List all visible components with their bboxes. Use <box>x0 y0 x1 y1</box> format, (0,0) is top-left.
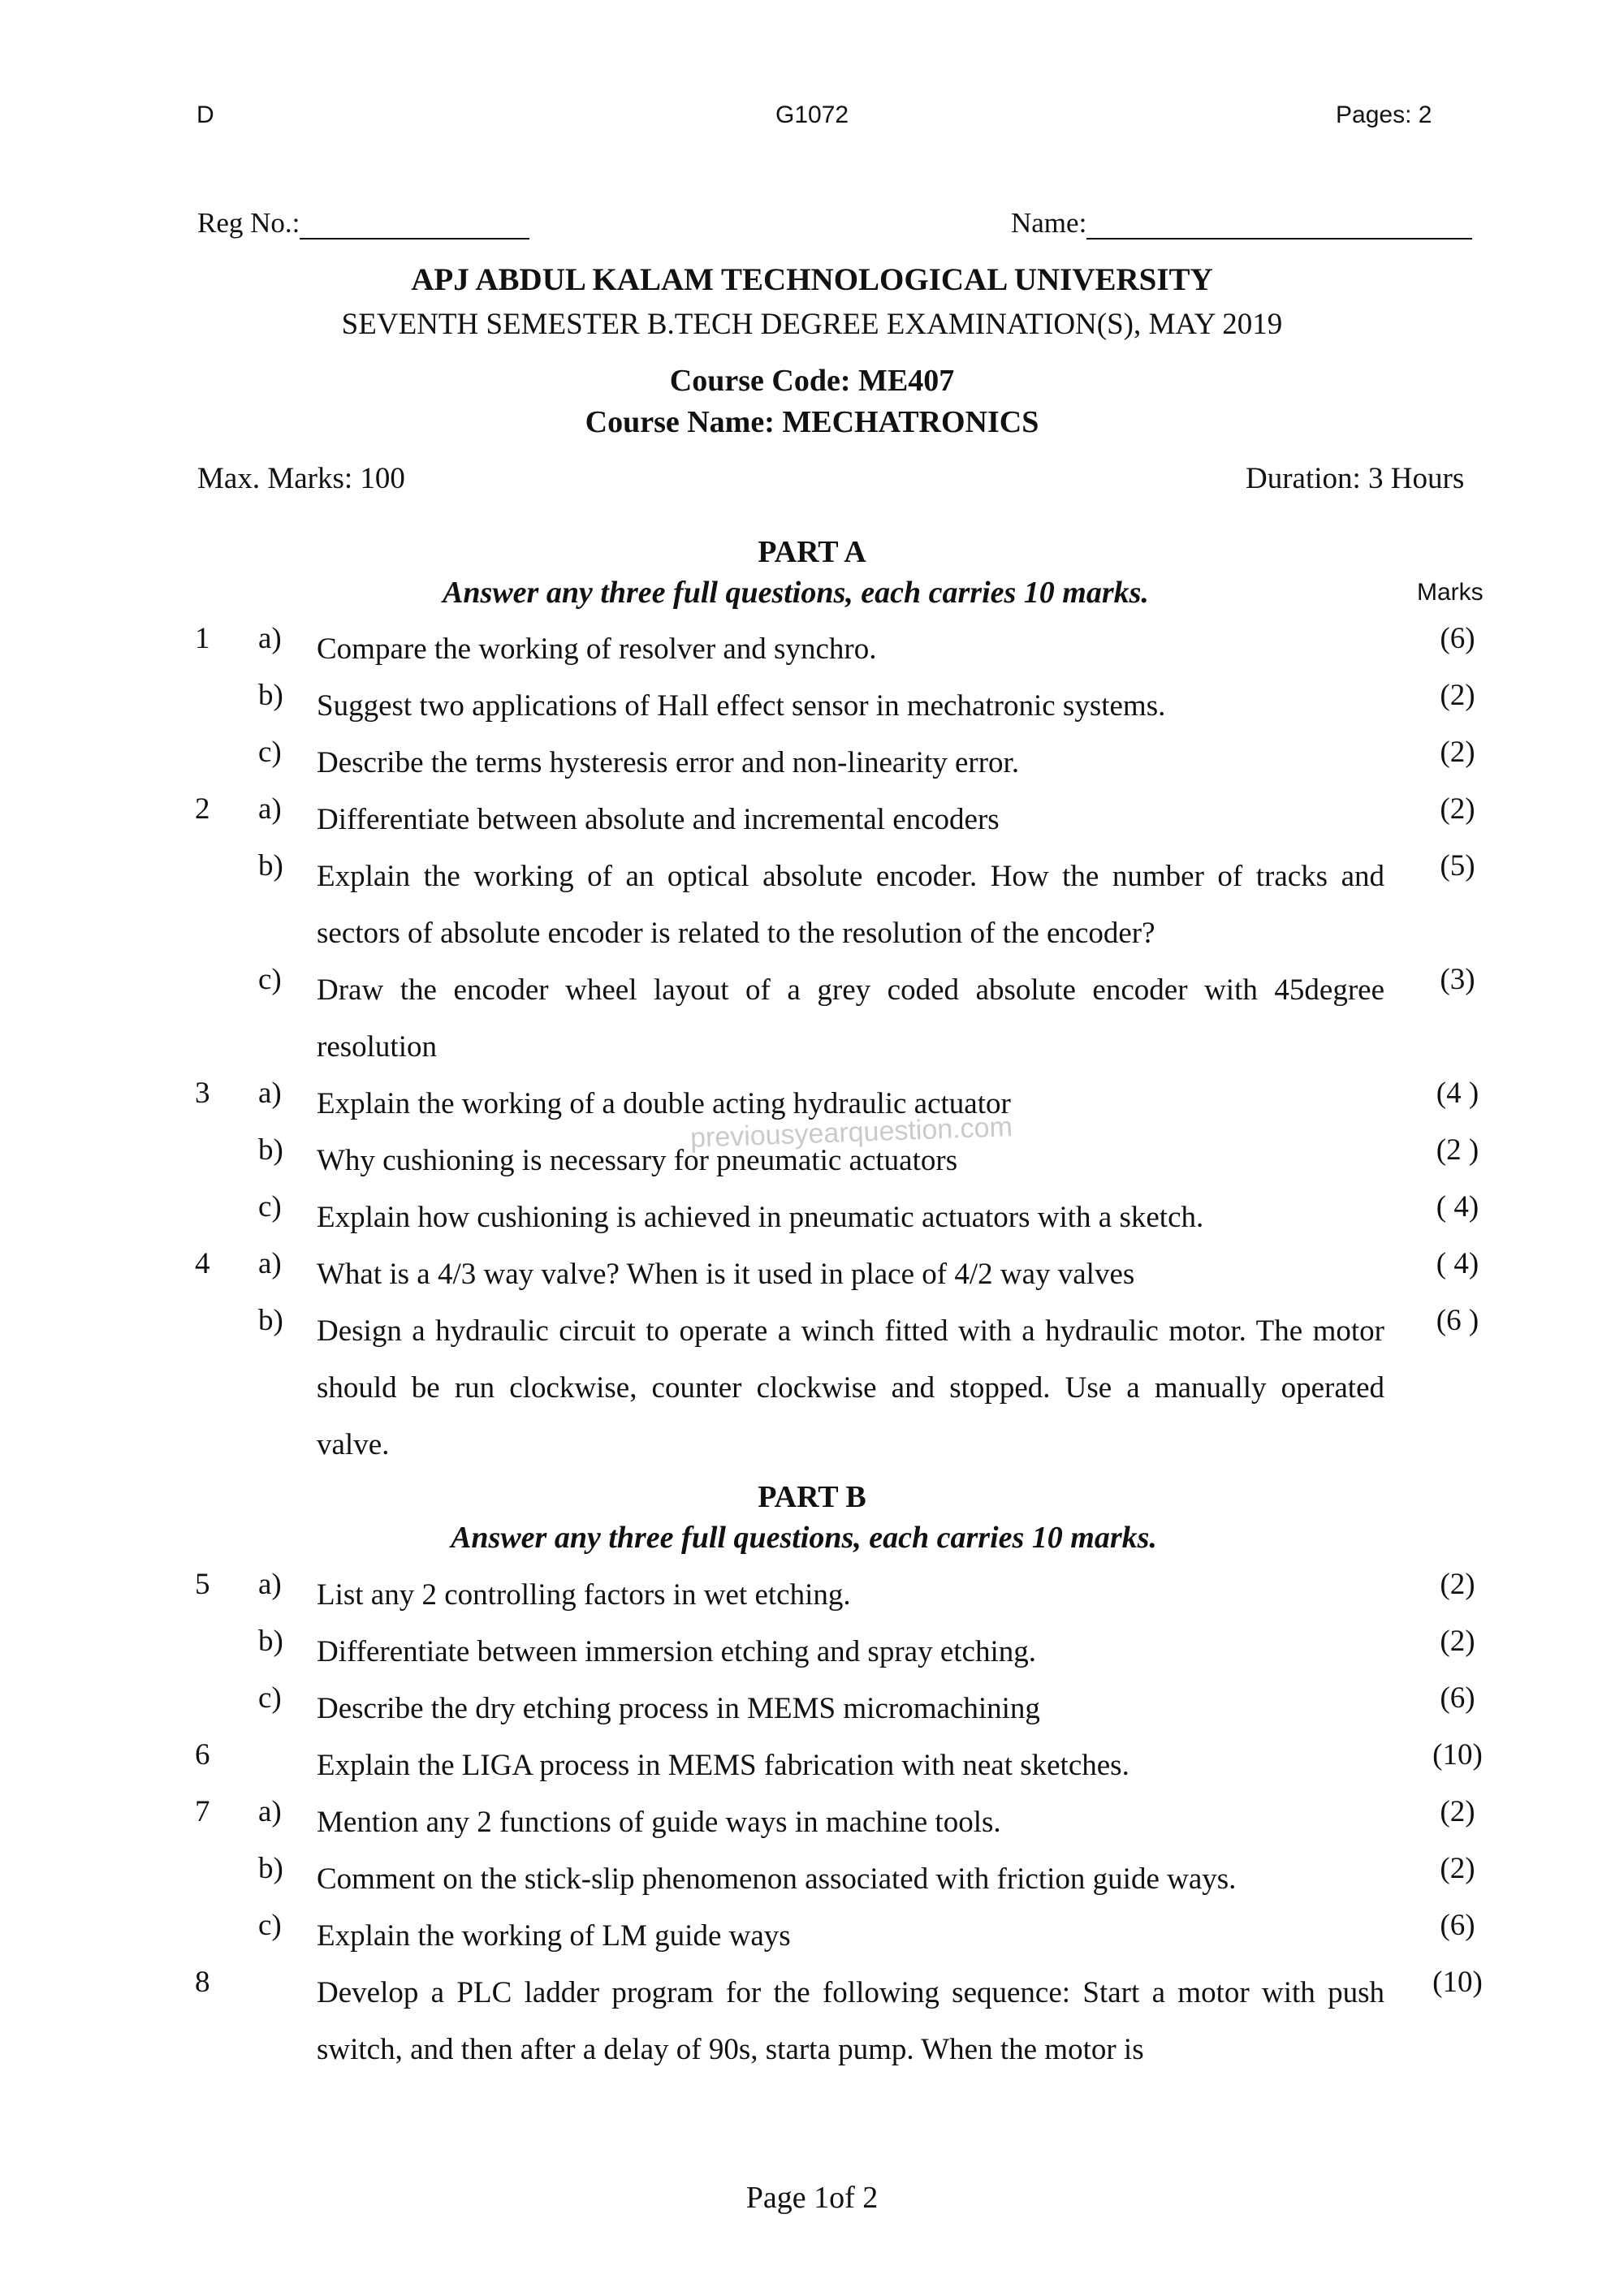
sub-question-label: a) <box>258 1568 282 1601</box>
question-text: List any 2 controlling factors in wet etching. <box>317 1578 851 1612</box>
duration: Duration: 3 Hours <box>1246 462 1465 495</box>
question-marks: (2 ) <box>1436 1133 1479 1167</box>
sub-question-label: c) <box>258 1681 282 1715</box>
question-marks: (10) <box>1432 1738 1483 1772</box>
question-marks: ( 4) <box>1436 1247 1479 1280</box>
question-marks: (2) <box>1440 1568 1475 1601</box>
question-number: 8 <box>195 1966 210 1999</box>
question-text: Describe the terms hysteresis error and non-linearity error. <box>317 746 1020 779</box>
question-marks: (6) <box>1440 1681 1475 1715</box>
question-text: Suggest two applications of Hall effect sensor in mechatronic systems. <box>317 689 1166 723</box>
sub-question-label: a) <box>258 1077 282 1110</box>
question-marks: (6) <box>1440 622 1475 655</box>
question-text: Develop a PLC ladder program for the following sequence: Start a motor with push switch, and then after a delay of 90s, starta pump. When the motor is <box>317 1976 1384 2066</box>
exam-title: SEVENTH SEMESTER B.TECH DEGREE EXAMINATION(S), MAY 2019 <box>341 308 1283 341</box>
sub-question-label: c) <box>258 1190 282 1224</box>
question-number: 3 <box>195 1077 210 1110</box>
sub-question-label: b) <box>258 849 283 883</box>
question-text: What is a 4/3 way valve? When is it used in place of 4/2 way valves <box>317 1258 1135 1291</box>
question-text: Differentiate between immersion etching and spray etching. <box>317 1635 1036 1668</box>
question-text: Explain the LIGA process in MEMS fabrication with neat sketches. <box>317 1749 1129 1782</box>
reg-no-label: Reg No.: <box>197 207 300 239</box>
question-number: 4 <box>195 1247 210 1280</box>
sub-question-label: c) <box>258 1909 282 1942</box>
paper-code: G1072 <box>775 101 849 128</box>
question-marks: (10) <box>1432 1966 1483 1999</box>
question-text: Design a hydraulic circuit to operate a winch fitted with a hydraulic motor. The motor should be run clockwise, counter clockwise and stopped. Use a manually operated valve. <box>317 1314 1384 1461</box>
sub-question-label: b) <box>258 1133 283 1167</box>
question-marks: (2) <box>1440 1795 1475 1828</box>
name-blank <box>1086 210 1472 240</box>
question-text: Describe the dry etching process in MEMS micromachining <box>317 1692 1040 1725</box>
sub-question-label: c) <box>258 736 282 769</box>
part-a-instruction: Answer any three full questions, each carries 10 marks. <box>443 576 1149 610</box>
sub-question-label: a) <box>258 792 282 826</box>
sub-question-label: b) <box>258 1625 283 1658</box>
name-field <box>1011 207 1472 240</box>
question-number: 7 <box>195 1795 210 1828</box>
question-marks: (6 ) <box>1436 1304 1479 1337</box>
part-b-heading: PART B <box>758 1480 866 1514</box>
question-text: Explain the working of a double acting hydraulic actuator <box>317 1087 1011 1120</box>
question-number: 5 <box>195 1568 210 1601</box>
sub-question-label: a) <box>258 1795 282 1828</box>
question-marks: (4 ) <box>1436 1077 1479 1110</box>
paper-set: D <box>197 101 214 128</box>
question-marks: (2) <box>1440 679 1475 712</box>
question-marks: (6) <box>1440 1909 1475 1942</box>
question-text: Compare the working of resolver and synchro. <box>317 632 877 666</box>
course-name: Course Name: MECHATRONICS <box>585 405 1039 439</box>
question-marks: (2) <box>1440 1625 1475 1658</box>
part-a-heading: PART A <box>758 535 866 569</box>
question-text: Draw the encoder wheel layout of a grey coded absolute encoder with 45degree resolution <box>317 973 1384 1064</box>
reg-no-field <box>197 207 529 240</box>
page-footer: Page 1of 2 <box>745 2181 879 2215</box>
question-text: Comment on the stick-slip phenomenon associated with friction guide ways. <box>317 1862 1237 1896</box>
watermark: previousyearquestion.com <box>689 1111 1013 1154</box>
sub-question-label: a) <box>258 1247 282 1280</box>
question-marks: (2) <box>1440 792 1475 826</box>
marks-column-label: Marks <box>1417 579 1484 606</box>
question-text: Explain how cushioning is achieved in pneumatic actuators with a sketch. <box>317 1201 1204 1234</box>
sub-question-label: c) <box>258 963 282 996</box>
question-text: Why cushioning is necessary for pneumatic actuators <box>317 1144 958 1177</box>
question-marks: (3) <box>1440 963 1475 996</box>
part-b-instruction: Answer any three full questions, each carries 10 marks. <box>451 1521 1157 1555</box>
question-marks: (5) <box>1440 849 1475 883</box>
sub-question-label: a) <box>258 622 282 655</box>
max-marks: Max. Marks: 100 <box>197 462 405 495</box>
sub-question-label: b) <box>258 1852 283 1885</box>
reg-no-blank <box>300 210 529 240</box>
question-number: 6 <box>195 1738 210 1772</box>
page-count: Pages: 2 <box>1336 101 1432 128</box>
question-number: 2 <box>195 792 210 826</box>
question-text: Explain the working of an optical absolute encoder. How the number of tracks and sectors of absolute encoder is related to the resolution of the encoder? <box>317 860 1384 950</box>
question-marks: (2) <box>1440 736 1475 769</box>
name-label: Name: <box>1011 207 1087 239</box>
question-text: Explain the working of LM guide ways <box>317 1919 791 1953</box>
sub-question-label: b) <box>258 679 283 712</box>
course-code: Course Code: ME407 <box>669 364 955 398</box>
question-text: Mention any 2 functions of guide ways in machine tools. <box>317 1806 1001 1839</box>
question-marks: (2) <box>1440 1852 1475 1885</box>
question-text: Differentiate between absolute and incremental encoders <box>317 803 1000 836</box>
question-number: 1 <box>195 622 210 655</box>
question-marks: ( 4) <box>1436 1190 1479 1224</box>
university-name: APJ ABDUL KALAM TECHNOLOGICAL UNIVERSITY <box>411 262 1213 297</box>
sub-question-label: b) <box>258 1304 283 1337</box>
